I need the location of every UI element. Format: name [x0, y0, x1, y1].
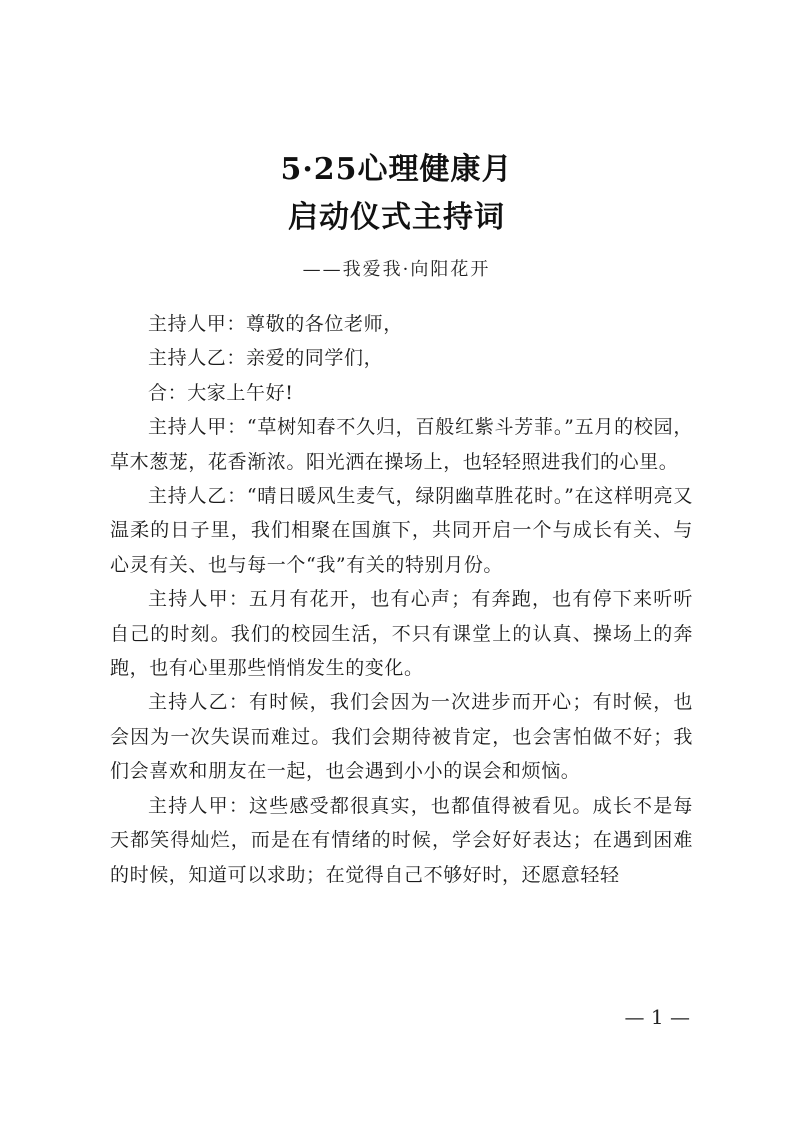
paragraph-6: 主持人甲：五月有花开，也有心声；有奔跑，也有停下来听听自己的时刻。我们的校园生活，不只有课堂上的认真、操场上的奔跑，也有心里那些悄悄发生的变化。	[110, 588, 693, 680]
paragraph-8: 主持人甲：这些感受都很真实，也都值得被看见。成长不是每天都笑得灿烂，而是在有情绪的时候，学会好好表达；在遇到困难的时候，知道可以求助；在觉得自己不够好时，还愿意轻轻	[110, 794, 693, 886]
title-line-1: 5·25心理健康月	[280, 152, 513, 187]
paragraph-5: 主持人乙：“晴日暖风生麦气，绿阴幽草胜花时。”在这样明亮又温柔的日子里，我们相聚在国旗下，共同开启一个与成长有关、与心灵有关、也与每一个“我”有关的特别月份。	[110, 485, 693, 576]
paragraph-3: 合：大家上午好!	[148, 381, 294, 404]
document-title	[0, 146, 793, 242]
title-line-2: 启动仪式主持词	[288, 200, 505, 235]
paragraph-7: 主持人乙：有时候，我们会因为一次进步而开心；有时候，也会因为一次失误而难过。我们会期待被肯定，也会害怕做不好；我们会喜欢和朋友在一起，也会遇到小小的误会和烦恼。	[110, 691, 693, 783]
page-number: — 1 —	[624, 1005, 690, 1029]
document-body	[110, 307, 693, 892]
paragraph-1: 主持人甲：尊敬的各位老师，	[148, 313, 403, 335]
paragraph-4: 主持人甲：“草树知春不久归，百般红紫斗芳菲。”五月的校园，草木葱茏，花香渐浓。阳光洒在操场上，也轻轻照进我们的心里。	[110, 416, 693, 473]
paragraph-2: 主持人乙：亲爱的同学们，	[148, 347, 384, 370]
document-subtitle: ——我爱我·向阳花开	[302, 259, 491, 280]
